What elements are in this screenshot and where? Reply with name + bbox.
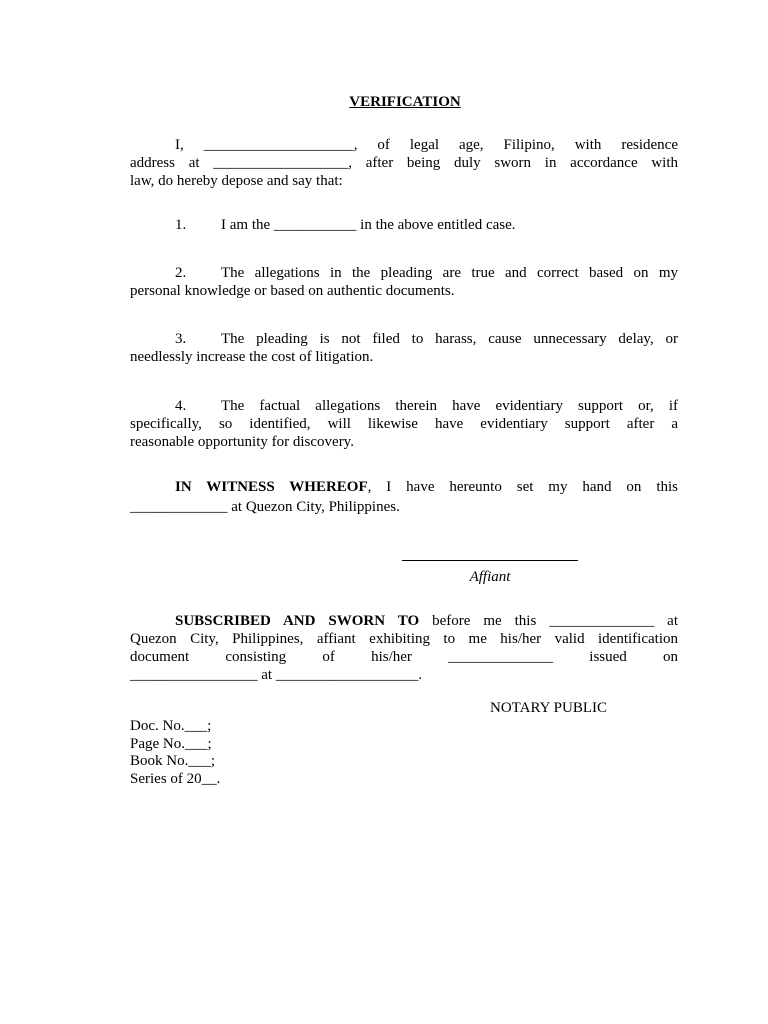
item-1: [130, 216, 678, 234]
witness-text: , I have hereunto set my hand on this: [367, 479, 678, 495]
jurat-heading: SUBSCRIBED AND SWORN TO: [175, 613, 420, 629]
witness-heading: IN WITNESS WHEREOF: [175, 479, 368, 495]
item-text-line-3: reasonable opportunity for discovery.: [130, 434, 354, 450]
jurat-text: before me this ______________ at: [419, 613, 678, 629]
jurat-paragraph: [130, 612, 678, 684]
intro-line-3: law, do hereby depose and say that:: [130, 173, 343, 189]
witness-line-2: _____________ at Quezon City, Philippines.: [130, 499, 400, 515]
item-text-line-1: The allegations in the pleading are true and correct based on my: [221, 265, 678, 281]
item-number: 3.: [175, 331, 187, 347]
item-text-line-2: specifically, so identified, will likewise have evidentiary support after a: [130, 416, 678, 432]
affiant-signature-line: [402, 560, 578, 561]
item-number: 2.: [175, 265, 187, 281]
item-2: [130, 264, 678, 300]
item-text-line-1: The pleading is not filed to harass, cause unnecessary delay, or: [221, 331, 678, 347]
item-3: [130, 330, 678, 366]
item-text-line-2: personal knowledge or based on authentic documents.: [130, 283, 455, 299]
record-page-no: Page No.___;: [130, 736, 212, 752]
affiant-label: Affiant: [469, 569, 511, 585]
document-title: VERIFICATION: [349, 94, 461, 110]
item-number: 1.: [175, 217, 187, 233]
jurat-line-4: _________________ at ___________________.: [130, 667, 423, 683]
item-text-line-2: needlessly increase the cost of litigation.: [130, 349, 374, 365]
record-book-no: Book No.___;: [130, 753, 216, 769]
notary-public-label: NOTARY PUBLIC: [490, 700, 608, 716]
intro-line-2: address at __________________, after being duly sworn in accordance with: [130, 155, 678, 171]
intro-line-1: I, ____________________, of legal age, Filipino, with residence: [175, 137, 678, 153]
intro-paragraph: [130, 136, 678, 190]
record-doc-no: Doc. No.___;: [130, 718, 212, 734]
record-series: Series of 20__.: [130, 771, 221, 787]
jurat-line-3: document consisting of his/her ______________ issued on: [130, 649, 678, 665]
item-number: 4.: [175, 398, 187, 414]
item-text-line-1: The factual allegations therein have evidentiary support or, if: [221, 398, 678, 414]
item-4: [130, 397, 678, 451]
item-text: I am the ___________ in the above entitled case.: [221, 217, 516, 233]
witness-paragraph: [130, 477, 678, 517]
jurat-line-2: Quezon City, Philippines, affiant exhibiting to me his/her valid identification: [130, 631, 678, 647]
